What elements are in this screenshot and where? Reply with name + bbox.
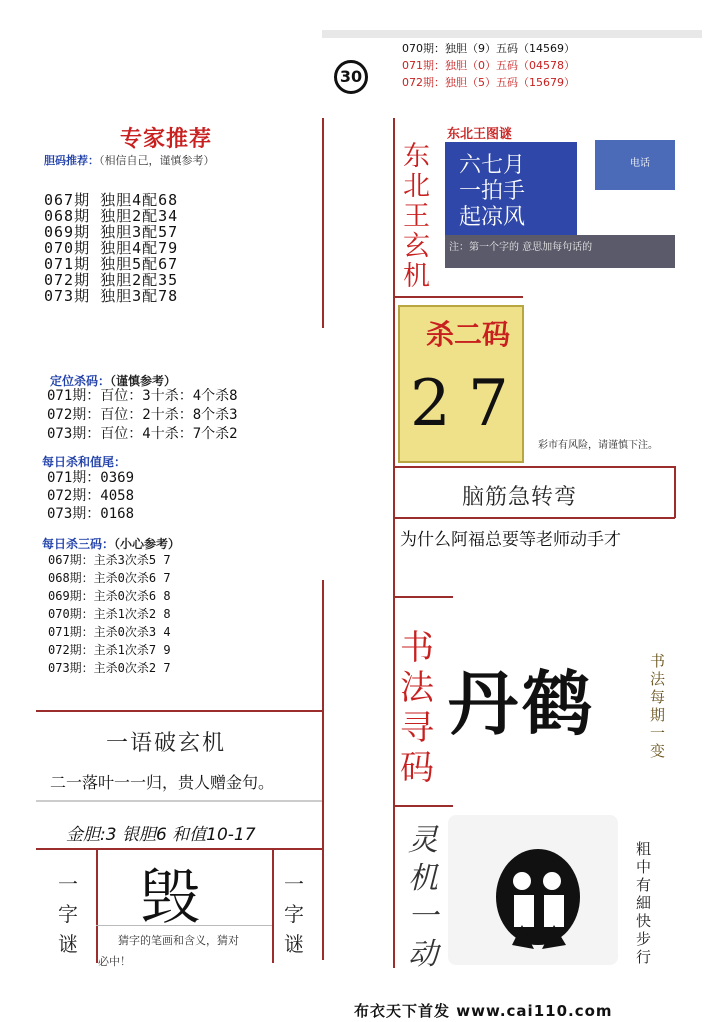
position-kill-list: [44, 388, 270, 448]
expert-row: 067期 独胆4配68: [44, 191, 179, 209]
kill-two-box: [398, 305, 524, 463]
daily-three-row: 072期：主杀1次杀7 9: [48, 643, 171, 657]
lingji-char: 灵: [408, 823, 438, 858]
rule-cal-top: [393, 596, 453, 598]
expert-row: 068期 独胆2配34: [44, 207, 179, 225]
brain-question: 为什么阿福总要等老师动手才: [400, 530, 621, 550]
rule-brain-right: [674, 466, 676, 518]
dongbei-ad: [445, 120, 675, 268]
dongbei-char: 王: [403, 201, 430, 232]
expert-row: 073期 独胆3配78: [44, 287, 179, 305]
yiyu-title: 一语破玄机: [106, 731, 227, 756]
position-kill-note: （谨慎参考）: [110, 374, 177, 388]
expert-subtitle: [44, 152, 215, 168]
riddle-character: 毁: [140, 863, 200, 933]
poem-char: 中: [636, 858, 652, 876]
dongbei-char: 机: [403, 261, 430, 292]
daily-three-row: 070期：主杀1次杀2 8: [48, 607, 171, 621]
dongbei-char: 东: [403, 141, 430, 172]
riddle-side-right-char: 谜: [284, 932, 304, 956]
position-kill-head: [50, 372, 176, 389]
daily-three-note: （小心参考）: [114, 537, 181, 551]
footer-source: 布衣天下首发 www.cai110.com: [354, 1002, 613, 1020]
gold-silver-line: 金胆:3 银胆6 和值10-17: [66, 825, 256, 845]
kill-two-number: 2: [410, 367, 451, 441]
daily-three-row: 073期：主杀0次杀2 7: [48, 661, 171, 675]
badge-30: 30: [334, 60, 368, 94]
expert-row: 070期 独胆4配79: [44, 239, 179, 257]
top-cut-edge: [322, 30, 702, 38]
position-kill-row: 072期：百位：2十杀：8个杀3: [47, 407, 238, 423]
rule-cal-bottom: [393, 805, 453, 807]
lingji-illustration: [492, 845, 584, 957]
calligraphy-side-char: 期: [650, 706, 666, 724]
poem-char: 粗: [636, 840, 652, 858]
risk-note: 彩市有风险，请谨慎下注。: [538, 440, 658, 451]
expert-subtitle-note: （相信自己，谨慎参考）: [99, 154, 215, 167]
daily-sum-row: 071期：0369: [47, 470, 135, 486]
poem-char: 細: [636, 894, 652, 912]
position-kill-label: 定位杀码：: [50, 374, 111, 388]
calligraphy-side-char: 一: [650, 724, 666, 742]
daily-sum-row: 073期：0168: [47, 506, 135, 522]
rule-dongbei-bottom: [393, 296, 523, 298]
ad-line: 六七月: [459, 153, 526, 178]
daily-three-list: [44, 553, 284, 677]
expert-title: 专家推荐: [120, 126, 213, 152]
riddle-side-left-char: 一: [58, 872, 78, 896]
calligraphy-side-char: 法: [650, 670, 666, 688]
top-panel: [322, 30, 702, 102]
calligraphy-char: 码: [400, 748, 434, 788]
daily-three-head: [42, 535, 180, 552]
riddle-side-right-char: 字: [284, 902, 304, 926]
poem-char: 快: [636, 912, 652, 930]
left-col-rule-1: [322, 118, 324, 328]
right-col-rule: [393, 118, 395, 968]
riddle-side-right-char: 一: [284, 872, 304, 896]
dongbei-char: 北: [403, 171, 430, 202]
ad-line: 起凉风: [459, 205, 526, 230]
kill-two-title: 杀二码: [426, 318, 511, 351]
riddle-hint-end: 必中！: [98, 955, 131, 968]
calligraphy-side-char: 变: [650, 742, 666, 760]
daily-three-row: 067期：主杀3次杀5 7: [48, 553, 171, 567]
calligraphy-char: 书: [400, 628, 434, 668]
expert-row: 069期 独胆3配57: [44, 223, 179, 241]
daily-three-row: 068期：主杀0次杀6 7: [48, 571, 171, 585]
calligraphy-image-text: 丹鹤: [448, 662, 596, 745]
rule-kill-bottom: [393, 466, 675, 468]
dongbei-char: 玄: [403, 231, 430, 262]
top-row-071: 071期：独胆（0）五码（04578）: [402, 59, 575, 72]
rule-brain-bottom: [393, 517, 675, 519]
position-kill-row: 071期：百位：3十杀：4个杀8: [47, 388, 238, 404]
rule-yiyu-top: [36, 710, 322, 712]
riddle-hint: 猜字的笔画和含义，猜对: [118, 934, 239, 947]
rule-riddle-left: [96, 848, 98, 963]
rule-yiyu-bottom: [36, 800, 322, 802]
ad-note: 注：第一个字的 意思加每句话的: [449, 242, 593, 253]
daily-sum-row: 072期：4058: [47, 488, 135, 504]
ad-line: 一拍手: [459, 179, 526, 204]
expert-row: 071期 独胆5配67: [44, 255, 179, 273]
yiyu-text: 二一落叶一一归，贵人赠金句。: [50, 773, 275, 792]
poem-char: 有: [636, 876, 652, 894]
top-row-072: 072期：独胆（5）五码（15679）: [402, 76, 575, 89]
lingji-char: 机: [408, 861, 438, 896]
left-col-rule-2: [322, 580, 324, 960]
expert-row: 072期 独胆2配35: [44, 271, 179, 289]
daily-three-row: 069期：主杀0次杀6 8: [48, 589, 171, 603]
poem-char: 步: [636, 930, 652, 948]
expert-subtitle-label: 胆码推荐：: [44, 154, 99, 167]
poem-char: 行: [636, 948, 652, 966]
ad-head: 东北王图谜: [447, 127, 513, 142]
lingji-char: 动: [408, 937, 438, 972]
lingji-char: 一: [408, 899, 438, 934]
calligraphy-char: 寻: [400, 708, 434, 748]
daily-sum-head: 每日杀和值尾：: [42, 455, 127, 469]
position-kill-row: 073期：百位：4十杀：7个杀2: [47, 426, 238, 442]
kill-two-number: 7: [468, 367, 509, 441]
top-row-070: 070期：独胆（9）五码（14569）: [402, 42, 575, 55]
riddle-side-left-char: 谜: [58, 932, 78, 956]
calligraphy-side-char: 书: [650, 652, 666, 670]
daily-three-label: 每日杀三码：: [42, 537, 115, 551]
brain-title: 脑筋急转弯: [462, 485, 578, 510]
riddle-side-left-char: 字: [58, 902, 78, 926]
calligraphy-side-char: 每: [650, 688, 666, 706]
daily-three-row: 071期：主杀0次杀3 4: [48, 625, 171, 639]
ad-phone: 电话: [630, 158, 650, 169]
calligraphy-char: 法: [400, 668, 434, 708]
